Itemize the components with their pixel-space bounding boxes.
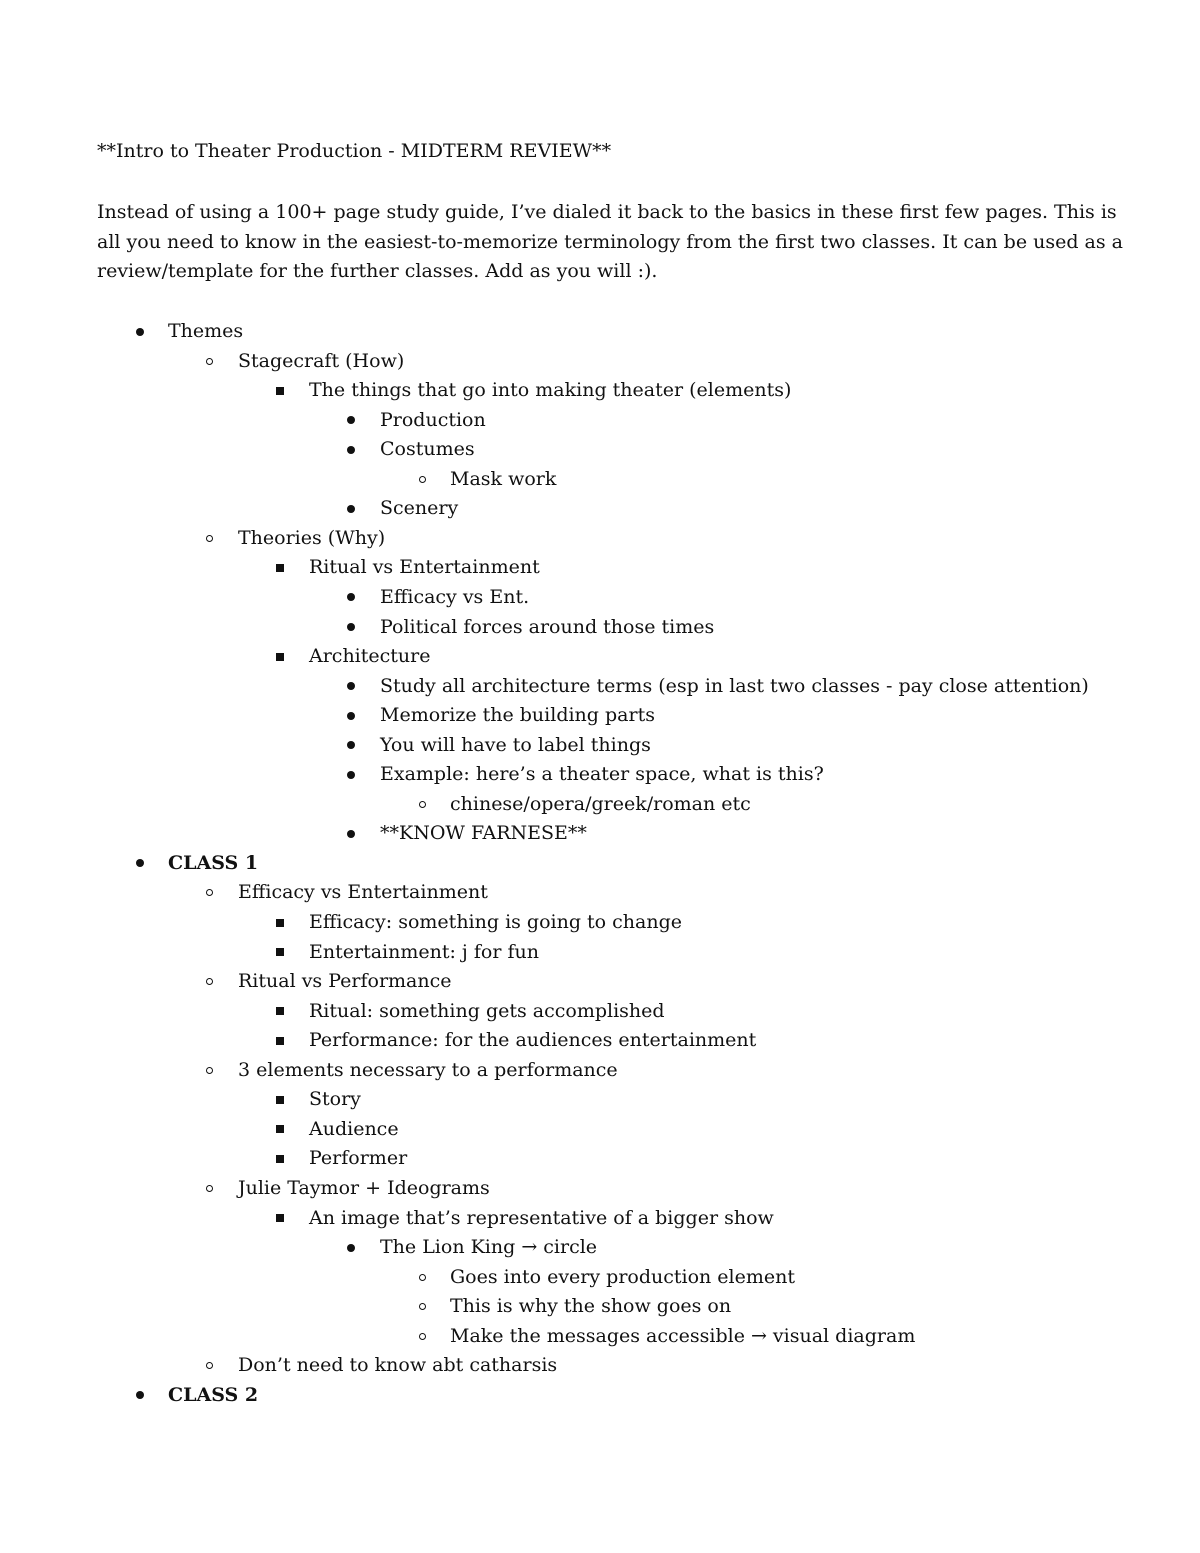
outline-item [0,642,1200,671]
outline-item-text: Stagecraft (How) [238,349,405,372]
bullet-circle-icon [414,1263,430,1292]
outline-item-text: Ritual: something gets accomplished [309,999,665,1022]
bullet-disc-icon [132,1381,148,1410]
outline-item-text: Themes [168,320,244,342]
bullet-circle-icon [414,790,430,819]
outline-item [0,1174,1200,1203]
outline-item-text: Story [309,1088,361,1111]
outline-item [0,967,1200,996]
outline-item [0,553,1200,582]
bullet-disc-icon [343,435,359,464]
bullet-square-icon [272,1085,288,1114]
outline-item-text: Theories (Why) [238,526,386,549]
outline-item [0,1144,1200,1173]
outline-item-text: Scenery [380,497,459,520]
outline-item-text: CLASS 2 [168,1383,259,1406]
bullet-disc-icon [343,760,359,789]
outline-item-text: Entertainment: j for fun [309,940,539,963]
outline-item-text: The Lion King → circle [380,1236,598,1259]
outline-item [0,1351,1200,1380]
bullet-circle-icon [414,465,430,494]
bullet-circle-icon [201,347,217,376]
outline-item-text: The things that go into making theater (elements) [309,379,792,402]
bullet-square-icon [272,938,288,967]
bullet-disc-icon [343,583,359,612]
outline-item-text: chinese/opera/greek/roman etc [450,792,751,815]
document-title: **Intro to Theater Production - MIDTERM REVIEW** [97,140,612,162]
bullet-circle-icon [201,967,217,996]
bullet-circle-icon [201,1174,217,1203]
outline-item [0,583,1200,612]
bullet-circle-icon [201,878,217,907]
outline-item [0,1056,1200,1085]
outline-item-text: Don’t need to know abt catharsis [238,1354,558,1377]
bullet-square-icon [272,1204,288,1233]
outline-item-text: Performance: for the audiences entertainment [309,1029,757,1052]
outline-item [0,465,1200,494]
bullet-disc-icon [132,849,148,878]
outline-item-text: Performer [309,1147,408,1170]
bullet-circle-icon [201,1351,217,1380]
outline-item-text: **KNOW FARNESE** [380,822,587,845]
bullet-square-icon [272,642,288,671]
bullet-disc-icon [343,613,359,642]
outline-item [0,1233,1200,1262]
outline-item-text: Goes into every production element [450,1265,796,1288]
outline-item [0,672,1200,701]
outline-item [0,760,1200,789]
outline-item-text: 3 elements necessary to a performance [238,1058,618,1081]
outline-item-text: Make the messages accessible → visual diagram [450,1324,916,1347]
outline-item-text: Audience [309,1117,399,1140]
outline-item [0,1026,1200,1055]
intro-paragraph: Instead of using a 100+ page study guide, I’ve dialed it back to the basics in these first few pages. This is all you need to know in the easiest-to-memorize terminology from the first two classes. It can be used as a review/template for the further classes. Add as you will :). [97,201,1123,282]
bullet-disc-icon [343,731,359,760]
outline-item [0,317,1200,346]
bullet-disc-icon [343,701,359,730]
outline-item [0,701,1200,730]
outline-item [0,908,1200,937]
bullet-disc-icon [343,406,359,435]
bullet-disc-icon [343,819,359,848]
bullet-disc-icon [343,1233,359,1262]
bullet-square-icon [272,376,288,405]
bullet-square-icon [272,1026,288,1055]
outline-item [0,376,1200,405]
outline-item-text: Memorize the building parts [380,704,655,727]
outline-item [0,1204,1200,1233]
outline-item-text: Ritual vs Entertainment [309,556,540,579]
bullet-circle-icon [414,1292,430,1321]
outline-item-text: Production [380,408,486,431]
bullet-disc-icon [343,494,359,523]
outline-item [0,1263,1200,1292]
bullet-square-icon [272,553,288,582]
outline-item [0,1292,1200,1321]
outline-item [0,613,1200,642]
bullet-square-icon [272,1115,288,1144]
outline-item-text: Mask work [450,467,557,490]
bullet-square-icon [272,1144,288,1173]
outline-item-text: You will have to label things [380,733,651,756]
outline-item-text: Efficacy vs Entertainment [238,881,488,904]
outline-item [0,938,1200,967]
outline-item-text: Efficacy vs Ent. [380,585,530,608]
outline-item [0,347,1200,376]
outline-item-text: Efficacy: something is going to change [309,911,683,933]
outline-item [0,524,1200,553]
outline-item [0,406,1200,435]
outline-item [0,1381,1200,1410]
outline-item-text: Julie Taymor + Ideograms [238,1176,490,1199]
outline-item-text: Architecture [309,645,431,668]
bullet-circle-icon [414,1322,430,1351]
bullet-circle-icon [201,1056,217,1085]
outline-item-text: Costumes [380,438,475,461]
outline-item-text: Political forces around those times [380,615,715,638]
outline-item [0,435,1200,464]
outline-item [0,731,1200,760]
outline-item [0,1322,1200,1351]
outline-item [0,819,1200,848]
outline-item [0,997,1200,1026]
outline-item-text: Ritual vs Performance [238,970,452,993]
bullet-disc-icon [343,672,359,701]
outline-item-text: Study all architecture terms (esp in last two classes - pay close attention) [380,674,1089,697]
outline-item-text: An image that’s representative of a bigger show [309,1206,774,1229]
outline-item [0,1115,1200,1144]
bullet-disc-icon [132,317,148,346]
outline-item [0,849,1200,878]
bullet-circle-icon [201,524,217,553]
bullet-square-icon [272,997,288,1026]
outline-item-text: This is why the show goes on [450,1295,732,1318]
outline-item [0,790,1200,819]
outline-item-text: CLASS 1 [168,851,259,874]
outline-item-text: Example: here’s a theater space, what is this? [380,763,824,786]
bullet-square-icon [272,908,288,937]
outline-item [0,494,1200,523]
outline-item [0,1085,1200,1114]
outline-item [0,878,1200,907]
